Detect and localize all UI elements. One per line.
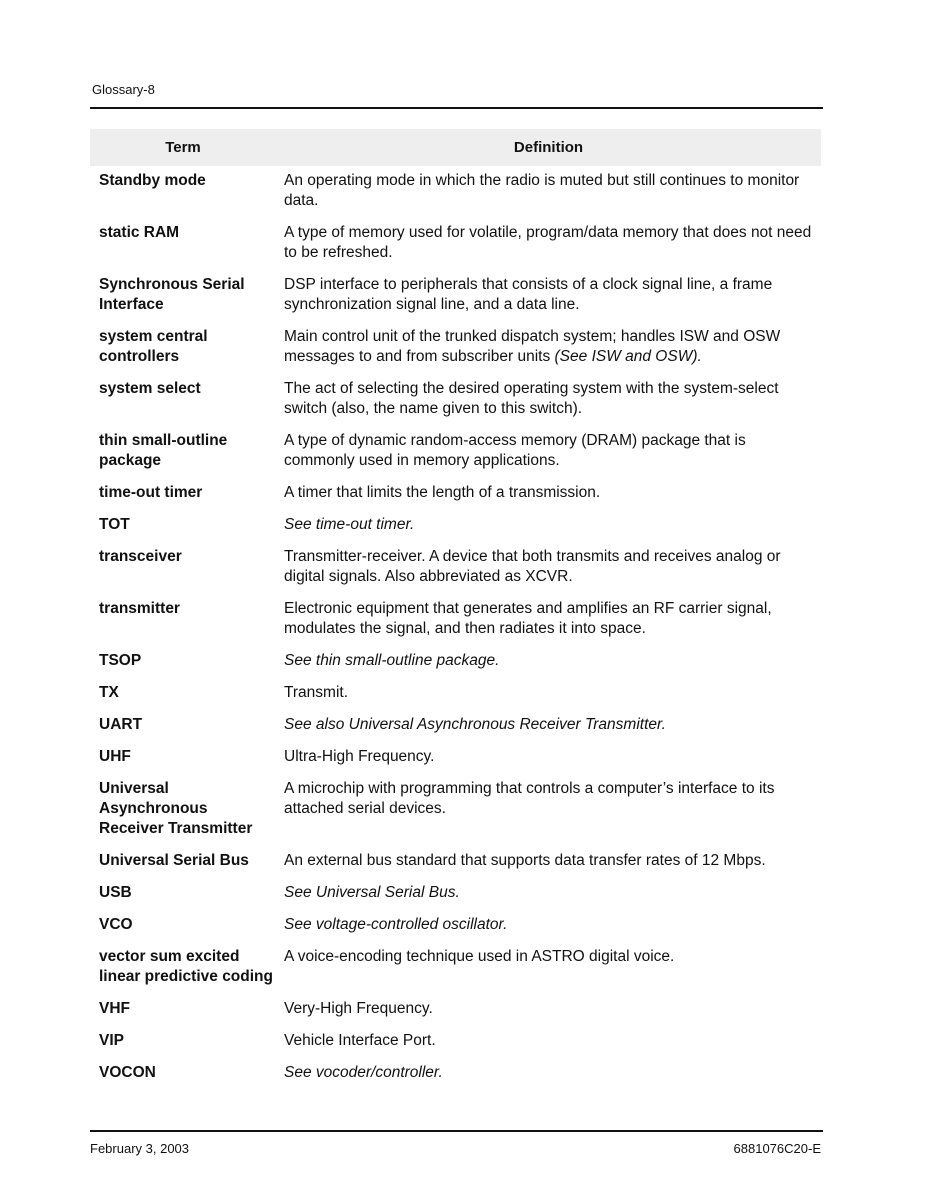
glossary-definition	[276, 217, 821, 269]
glossary-body	[90, 166, 821, 1089]
definition-text: A timer that limits the length of a transmission.	[284, 484, 601, 501]
glossary-term: static RAM	[99, 224, 180, 241]
glossary-definition	[276, 321, 821, 373]
table-row	[90, 217, 821, 269]
glossary-term: VCO	[99, 916, 133, 933]
table-header-row	[90, 129, 821, 166]
table-row	[90, 773, 821, 845]
glossary-definition	[276, 509, 821, 541]
page-header: Glossary-8	[92, 82, 155, 97]
glossary-term: USB	[99, 884, 132, 901]
glossary-definition	[276, 541, 821, 593]
glossary-definition	[276, 373, 821, 425]
table-row	[90, 677, 821, 709]
definition-column-header: Definition	[276, 129, 821, 166]
glossary-definition	[276, 709, 821, 741]
table-row	[90, 321, 821, 373]
table-row	[90, 741, 821, 773]
table-row	[90, 509, 821, 541]
glossary-term: Universal Asynchronous Receiver Transmitter	[99, 780, 253, 837]
table-row	[90, 1057, 821, 1089]
definition-text: A microchip with programming that controls a computer’s interface to its attached serial devices.	[284, 780, 775, 817]
definition-text: See thin small-outline package.	[284, 652, 500, 669]
glossary-term: TX	[99, 684, 119, 701]
table-row	[90, 541, 821, 593]
glossary-definition	[276, 425, 821, 477]
glossary-term: transmitter	[99, 600, 180, 617]
glossary-term: Universal Serial Bus	[99, 852, 249, 869]
glossary-term: VHF	[99, 1000, 130, 1017]
table-row	[90, 1025, 821, 1057]
table-row	[90, 593, 821, 645]
table-row	[90, 909, 821, 941]
glossary-definition	[276, 677, 821, 709]
footer-rule	[90, 1130, 823, 1132]
table-row	[90, 425, 821, 477]
glossary-table	[90, 129, 821, 1089]
definition-text: A type of dynamic random-access memory (DRAM) package that is commonly used in memory applications.	[284, 432, 746, 469]
glossary-term: Standby mode	[99, 172, 206, 189]
definition-text: See vocoder/controller.	[284, 1064, 443, 1081]
glossary-term: time-out timer	[99, 484, 203, 501]
glossary-definition	[276, 773, 821, 845]
glossary-term: Synchronous Serial Interface	[99, 276, 245, 313]
definition-text: See also Universal Asynchronous Receiver Transmitter.	[284, 716, 666, 733]
definition-text: An external bus standard that supports data transfer rates of 12 Mbps.	[284, 852, 766, 869]
glossary-definition	[276, 741, 821, 773]
glossary-term: transceiver	[99, 548, 182, 565]
glossary-term: vector sum excited linear predictive coding	[99, 948, 273, 985]
definition-text: Electronic equipment that generates and amplifies an RF carrier signal, modulates the signal, and then radiates it into space.	[284, 600, 772, 637]
definition-text: Transmit.	[284, 684, 349, 701]
definition-text: See voltage-controlled oscillator.	[284, 916, 508, 933]
glossary-definition	[276, 1025, 821, 1057]
glossary-term: VIP	[99, 1032, 124, 1049]
glossary-definition	[276, 909, 821, 941]
glossary-term: TOT	[99, 516, 130, 533]
glossary-definition	[276, 845, 821, 877]
table-row	[90, 877, 821, 909]
footer-date: February 3, 2003	[90, 1141, 190, 1156]
glossary-definition	[276, 269, 821, 321]
table-row	[90, 993, 821, 1025]
glossary-term: UART	[99, 716, 143, 733]
definition-text: The act of selecting the desired operating system with the system-select switch (also, the name given to this switch).	[284, 380, 779, 417]
definition-text: Ultra-High Frequency.	[284, 748, 435, 765]
glossary-definition	[276, 941, 821, 993]
table-row	[90, 166, 821, 217]
glossary-definition	[276, 477, 821, 509]
definition-text: Vehicle Interface Port.	[284, 1032, 436, 1049]
definition-text: See Universal Serial Bus.	[284, 884, 460, 901]
table-row	[90, 645, 821, 677]
definition-text: A type of memory used for volatile, program/data memory that does not need to be refreshed.	[284, 224, 812, 261]
glossary-definition	[276, 993, 821, 1025]
glossary-definition	[276, 166, 821, 217]
glossary-definition	[276, 593, 821, 645]
glossary-term: TSOP	[99, 652, 142, 669]
definition-text: DSP interface to peripherals that consists of a clock signal line, a frame synchronization signal line, and a data line.	[284, 276, 773, 313]
glossary-definition	[276, 877, 821, 909]
table-row	[90, 941, 821, 993]
glossary-term: UHF	[99, 748, 131, 765]
term-column-header: Term	[90, 129, 276, 166]
table-row	[90, 373, 821, 425]
table-row	[90, 477, 821, 509]
table-row	[90, 269, 821, 321]
table-row	[90, 845, 821, 877]
definition-cross-reference: (See ISW and OSW).	[554, 348, 702, 365]
header-rule	[90, 107, 823, 109]
definition-text: Transmitter-receiver. A device that both transmits and receives analog or digital signals. Also abbreviated as XCVR.	[284, 548, 781, 585]
footer-doc-number: 6881076C20-E	[733, 1141, 821, 1156]
glossary-term: thin small-outline package	[99, 432, 228, 469]
glossary-term: system select	[99, 380, 201, 397]
definition-text: See time-out timer.	[284, 516, 415, 533]
definition-text: Very-High Frequency.	[284, 1000, 433, 1017]
glossary-term: VOCON	[99, 1064, 156, 1081]
glossary-definition	[276, 645, 821, 677]
definition-text: An operating mode in which the radio is muted but still continues to monitor data.	[284, 172, 800, 209]
table-row	[90, 709, 821, 741]
glossary-term: system central controllers	[99, 328, 208, 365]
glossary-definition	[276, 1057, 821, 1089]
definition-text: A voice-encoding technique used in ASTRO digital voice.	[284, 948, 675, 965]
definition-text: Main control unit of the trunked dispatch system; handles ISW and OSW messages to and from subscriber units	[284, 328, 781, 365]
